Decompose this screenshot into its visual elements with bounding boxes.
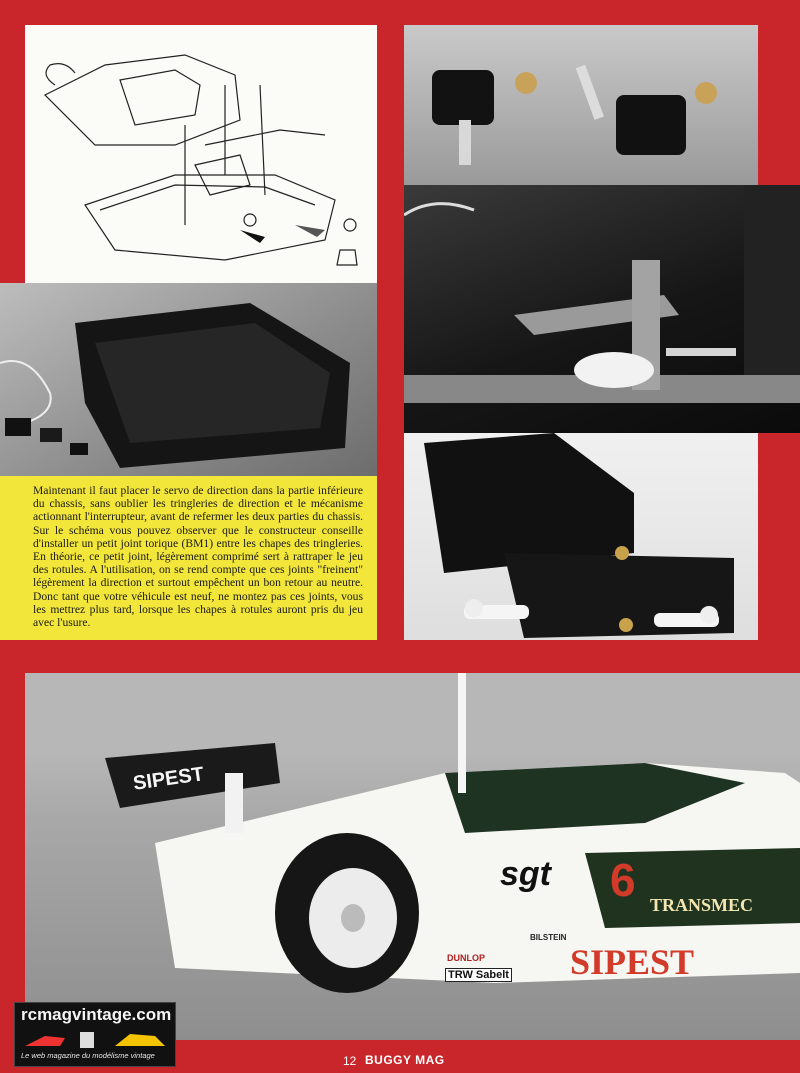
car-sponsor-sgt: sgt	[500, 855, 551, 893]
race-car-drawing	[25, 673, 800, 1040]
steering-assembly-photo	[404, 433, 758, 640]
car-sponsor-bilstein: BILSTEIN	[530, 933, 567, 942]
magazine-name: BUGGY MAG	[365, 1053, 445, 1067]
ball-joints-drawing	[404, 25, 758, 185]
servo-drawing	[0, 283, 377, 476]
steering-assembly-drawing	[404, 433, 758, 640]
page-footer	[0, 1040, 800, 1073]
race-car-photo	[25, 673, 800, 1040]
logo-tagline: Le web magazine du modélisme vintage	[21, 1051, 155, 1060]
servo-photo	[0, 283, 377, 476]
car-sponsor-trw: TRW Sabelt	[445, 968, 512, 982]
car-sponsor-dunlop: DUNLOP	[447, 953, 485, 963]
page-number: 12	[343, 1054, 357, 1068]
car-sponsor-sipest: SIPEST	[570, 942, 695, 982]
logo-site-name: rcmagvintage.com	[21, 1005, 172, 1024]
diagram-drawing	[25, 25, 377, 283]
car-number: 6	[610, 854, 636, 906]
caption-text: Maintenant il faut placer le servo de direction dans la partie inférieure du chassis, sans oublier les tringleries de direction et le mécanisme actionnant l'interrupteur, avant de refermer les deux parties du chassis. Sur le schéma vous pouvez observer que le constructeur conseille d'installer un petit joint torique (BM1) entre les chapes des tringleries. En théorie, ce petit joint, légèrement comprimé sert à rattraper le jeu des rotules. A l'utilisation, on se rend compte que ces joints "freinent" légèrement la direction et surtout empêchent un bon retour au neutre. Donc tant que votre véhicule est neuf, ne montez pas ces joints, vous les mettrez plus tard, lorsque les chapes à rotules auront pris du jeu avec l'usure.	[33, 484, 363, 630]
rear-wing-text: SIPEST	[131, 763, 206, 795]
ball-joints-photo	[404, 25, 758, 185]
car-sponsor-transmec: TRANSMEC	[650, 895, 754, 915]
steering-linkage-drawing	[404, 185, 800, 433]
caption-box	[0, 476, 377, 640]
exploded-assembly-diagram	[25, 25, 377, 283]
steering-linkage-photo	[404, 185, 800, 433]
